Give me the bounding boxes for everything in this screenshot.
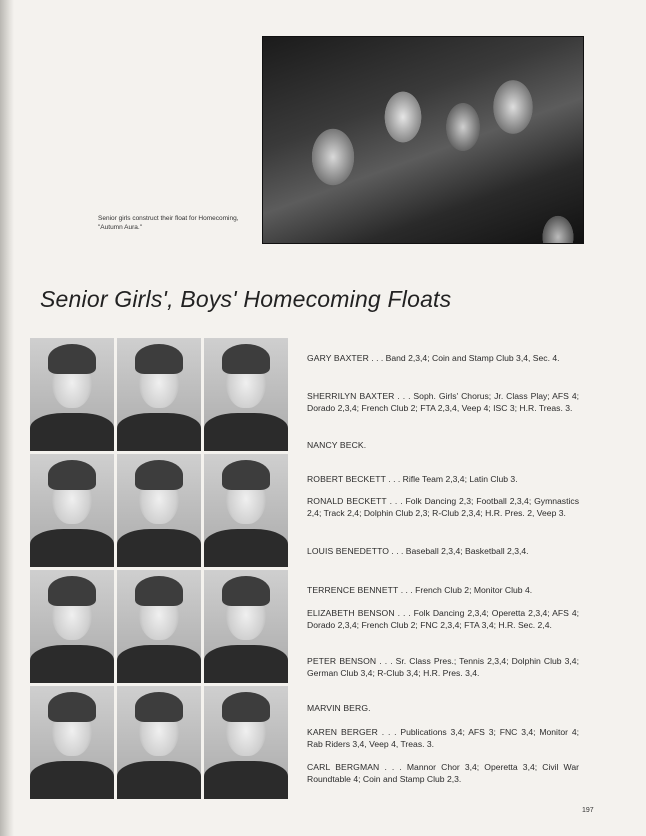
portrait-gary-baxter (30, 338, 114, 451)
entry-nancy-beck: NANCY BECK. (307, 440, 367, 450)
portrait-elizabeth-benson (117, 570, 201, 683)
entry-karen-berger: KAREN BERGER . . . Publications 3,4; AFS 3; FNC 3,4; Monitor 4; Rab Riders 3,4, Veep 4, Treas. 3. (307, 727, 579, 750)
page-number: 197 (582, 807, 594, 814)
portrait-terrence-bennett (30, 570, 114, 683)
float-construction-photo (262, 36, 584, 244)
portrait-grid (30, 338, 288, 800)
entry-marvin-berg: MARVIN BERG. (307, 703, 371, 713)
entry-carl-bergman: CARL BERGMAN . . . Mannor Chor 3,4; Operetta 3,4; Civil War Roundtable 4; Coin and Stamp Club 2,3. (307, 762, 579, 785)
portrait-carl-bergman (204, 686, 288, 799)
portrait-ronald-beckett (117, 454, 201, 567)
page-headline: Senior Girls', Boys' Homecoming Floats (40, 286, 452, 312)
entry-ronald-beckett: RONALD BECKETT . . . Folk Dancing 2,3; Football 2,3,4; Gymnastics 2,4; Track 2,4; Dolphin Club 2,3; R-Club 2,3,4; H.R. Pres. 2, Veep 3. (307, 496, 579, 519)
entry-peter-benson: PETER BENSON . . . Sr. Class Pres.; Tennis 2,3,4; Dolphin Club 3,4; German Club 3,4; R-Club 3,4; H.R. Pres. 3,4. (307, 656, 579, 679)
portrait-sherrilyn-baxter (117, 338, 201, 451)
portrait-peter-benson (204, 570, 288, 683)
entry-sherrilyn-baxter: SHERRILYN BAXTER . . . Soph. Girls' Chorus; Jr. Class Play; AFS 4; Dorado 2,3,4; French Club 2; FTA 2,3,4, Veep 4; ISC 3; H.R. Treas. 3. (307, 391, 579, 414)
page-binding-shadow (0, 0, 14, 836)
entry-robert-beckett: ROBERT BECKETT . . . Rifle Team 2,3,4; Latin Club 3. (307, 474, 518, 484)
entry-gary-baxter: GARY BAXTER . . . Band 2,3,4; Coin and Stamp Club 3,4, Sec. 4. (307, 353, 560, 363)
photo-caption: Senior girls construct their float for Homecoming, "Autumn Aura." (98, 215, 239, 231)
portrait-karen-berger (117, 686, 201, 799)
portrait-louis-benedetto (204, 454, 288, 567)
entry-louis-benedetto: LOUIS BENEDETTO . . . Baseball 2,3,4; Basketball 2,3,4. (307, 546, 529, 556)
portrait-marvin-berg (30, 686, 114, 799)
portrait-robert-beckett (30, 454, 114, 567)
portrait-nancy-beck (204, 338, 288, 451)
entry-elizabeth-benson: ELIZABETH BENSON . . . Folk Dancing 2,3,4; Operetta 2,3,4; AFS 4; Dorado 2,3,4; French Club 2; FNC 2,3,4; FTA 3,4; H.R. Sec. 2,4. (307, 608, 579, 631)
entry-terrence-bennett: TERRENCE BENNETT . . . French Club 2; Monitor Club 4. (307, 585, 533, 595)
